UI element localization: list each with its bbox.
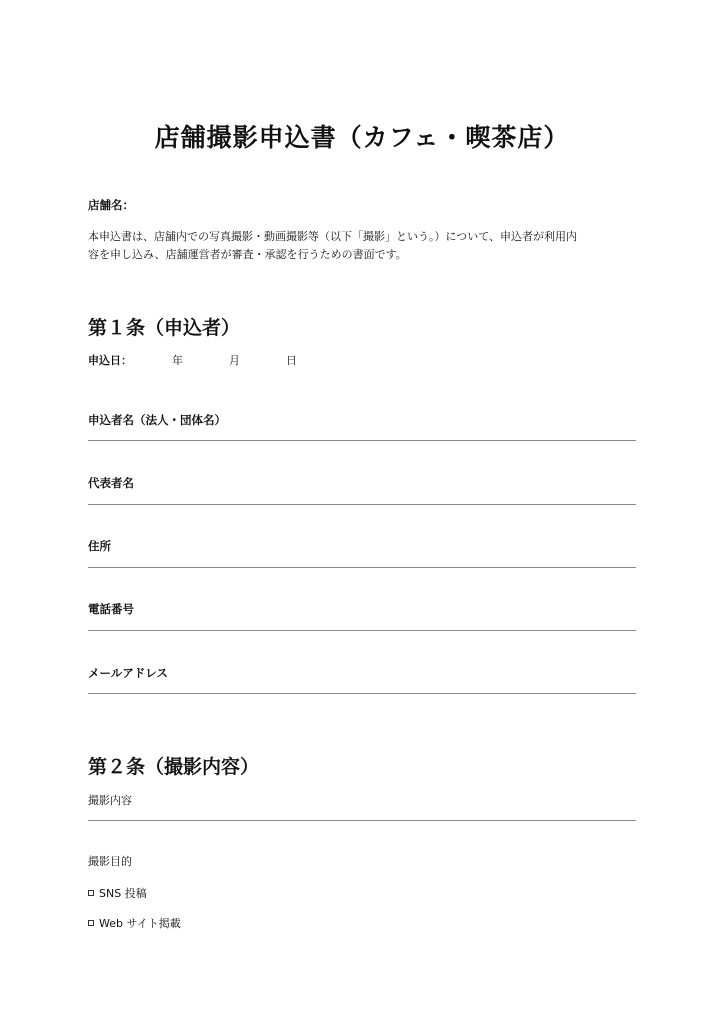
representative-name-label: 代表者名: [88, 476, 134, 490]
phone-number-label: 電話番号: [88, 602, 134, 616]
website-posting-label: Web サイト掲載: [99, 917, 181, 930]
address-label: 住所: [88, 539, 111, 553]
date-day-label: 日: [286, 354, 297, 367]
sns-post-checkbox[interactable]: [88, 890, 94, 896]
option-website-posting[interactable]: [88, 915, 181, 931]
sns-post-label: SNS 投稿: [99, 887, 147, 900]
article-2-heading: 第２条（撮影内容）: [88, 756, 260, 778]
shooting-content-field[interactable]: [88, 820, 636, 821]
date-year-label: 年: [172, 354, 183, 367]
address-field[interactable]: [88, 567, 636, 568]
application-date-label: 申込日：: [88, 354, 132, 367]
store-name-label: 店舗名：: [88, 198, 134, 212]
email-field[interactable]: [88, 693, 636, 694]
intro-line-1: 本申込書は、店舗内での写真撮影・動画撮影等（以下「撮影」という。）について、申込者が利用内: [88, 230, 578, 243]
intro-paragraph: [88, 228, 648, 264]
article-1-heading: 第１条（申込者）: [88, 317, 241, 339]
shooting-purpose-label: 撮影目的: [88, 855, 132, 868]
website-posting-checkbox[interactable]: [88, 920, 94, 926]
representative-name-field[interactable]: [88, 504, 636, 505]
date-month-label: 月: [229, 354, 240, 367]
shooting-content-label: 撮影内容: [88, 794, 132, 807]
applicant-name-label: 申込者名（法人・団体名）: [88, 413, 226, 427]
document-title: 店舗撮影申込書（カフェ・喫茶店）: [154, 123, 570, 152]
intro-line-2: 容を申し込み、店舗運営者が審査・承認を行うための書面です。: [88, 248, 407, 261]
applicant-name-field[interactable]: [88, 440, 636, 441]
email-label: メールアドレス: [88, 666, 168, 680]
application-date-row: [88, 352, 297, 368]
phone-number-field[interactable]: [88, 630, 636, 631]
option-sns-post[interactable]: [88, 885, 147, 901]
